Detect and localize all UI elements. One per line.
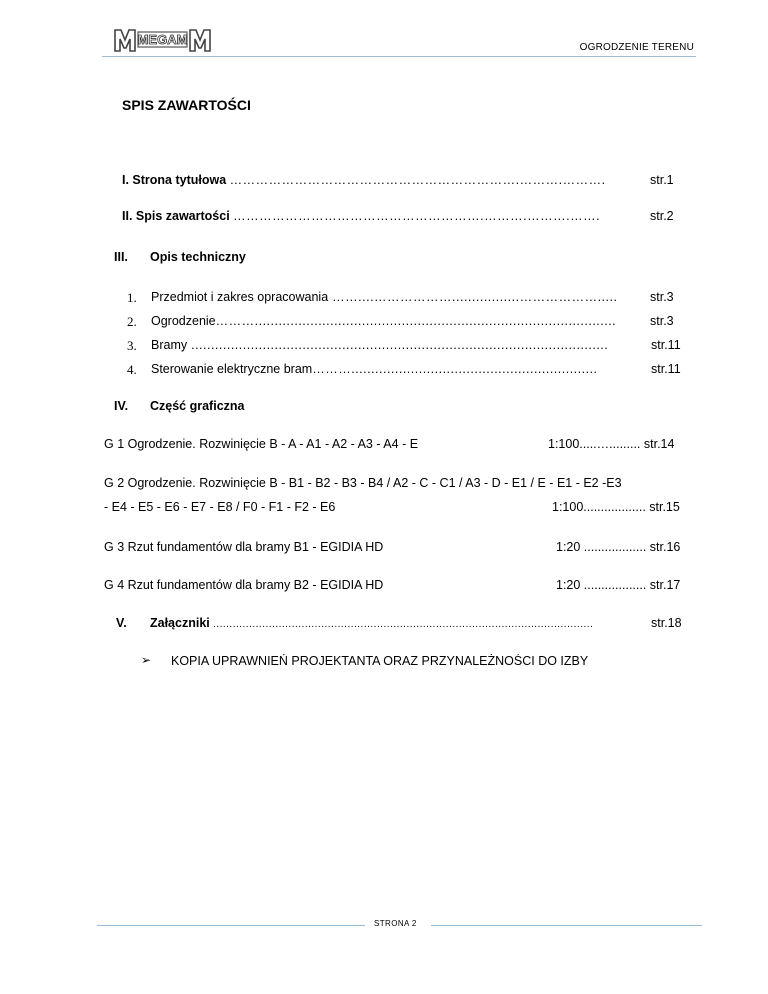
page-title: SPIS ZAWARTOŚCI <box>122 97 251 113</box>
toc-page-ref: str.3 <box>650 314 674 328</box>
toc-leader: .................................................................................................................... <box>209 619 594 630</box>
toc-leader: ………………………………………………….……….……….……. <box>233 209 601 223</box>
toc-leader: ......................................................................................................... <box>187 338 609 352</box>
logo-wordmark: MEGAM <box>137 32 188 47</box>
drawing-entry-g1: G 1 Ogrodzenie. Rozwinięcie B - A - A1 - A2 - A3 - A4 - E <box>104 437 419 451</box>
toc-item-contents <box>122 209 637 223</box>
toc-page-ref: str.11 <box>651 338 681 352</box>
toc-page-ref: str.1 <box>650 173 674 187</box>
toc-leader: ………........................................................................................... <box>215 314 617 328</box>
toc-subitem <box>151 314 645 328</box>
section-number: V. <box>116 616 127 630</box>
toc-item-label: II. Spis zawartości <box>122 209 230 223</box>
toc-item-label: Sterowanie elektryczne bram <box>151 362 313 376</box>
attachment-item: KOPIA UPRAWNIEŃ PROJEKTANTA ORAZ PRZYNALEŻNOŚCI DO IZBY <box>171 654 589 668</box>
section-title: Załączniki <box>150 616 210 630</box>
list-number: 1. <box>127 290 137 305</box>
list-number: 2. <box>127 314 137 329</box>
footer-divider-right <box>431 925 702 926</box>
list-number: 3. <box>127 338 137 353</box>
toc-item-label: Ogrodzenie <box>151 314 216 328</box>
megam-logo-graphic <box>112 27 212 53</box>
header-divider <box>102 56 696 57</box>
toc-item-label: Przedmiot i zakres opracowania <box>151 290 329 304</box>
section-number: III. <box>114 250 128 264</box>
drawing-scale-page: 1:100.................. str.15 <box>552 500 680 514</box>
drawing-scale-page: 1:20 .................. str.16 <box>556 540 681 554</box>
toc-subitem <box>151 290 645 304</box>
toc-item-title-page <box>122 173 637 187</box>
toc-page-ref: str.3 <box>650 290 674 304</box>
toc-item-label: Bramy <box>151 338 188 352</box>
toc-leader: ……….............................................................. <box>312 362 598 376</box>
drawing-entry-g2: G 2 Ogrodzenie. Rozwinięcie B - B1 - B2 - B3 - B4 / A2 - C - C1 / A3 - D - E1 / E - E1 - E2 -E3 <box>104 476 622 490</box>
section-title: Część graficzna <box>150 399 245 413</box>
header-title: OGRODZENIE TERENU <box>579 42 694 53</box>
toc-page-ref: str.2 <box>650 209 674 223</box>
drawing-entry-g2-continued: - E4 - E5 - E6 - E7 - E8 / F0 - F1 - F2 - E6 <box>104 500 336 514</box>
toc-subitem <box>151 338 647 352</box>
page-number: STRONA 2 <box>374 919 417 928</box>
toc-leader: ……....……………….................………………..... <box>328 290 618 304</box>
section-title: Opis techniczny <box>150 250 246 264</box>
bullet-arrow-icon: ➢ <box>141 653 152 667</box>
drawing-entry-g3: G 3 Rzut fundamentów dla bramy B1 - EGIDIA HD <box>104 540 384 554</box>
toc-item-attachments <box>150 616 646 630</box>
drawing-scale-page: 1:100.....…......... str.14 <box>548 437 675 451</box>
footer-divider-left <box>97 925 365 926</box>
section-number: IV. <box>114 399 129 413</box>
list-number: 4. <box>127 362 137 377</box>
toc-subitem <box>151 362 647 376</box>
toc-item-label: I. Strona tytułowa <box>122 173 227 187</box>
megam-logo <box>112 27 212 53</box>
toc-page-ref: str.18 <box>651 616 682 630</box>
toc-page-ref: str.11 <box>651 362 681 376</box>
toc-leader: ………………………………………………………….……….………. <box>229 173 606 187</box>
drawing-entry-g4: G 4 Rzut fundamentów dla bramy B2 - EGIDIA HD <box>104 578 384 592</box>
drawing-scale-page: 1:20 .................. str.17 <box>556 578 681 592</box>
